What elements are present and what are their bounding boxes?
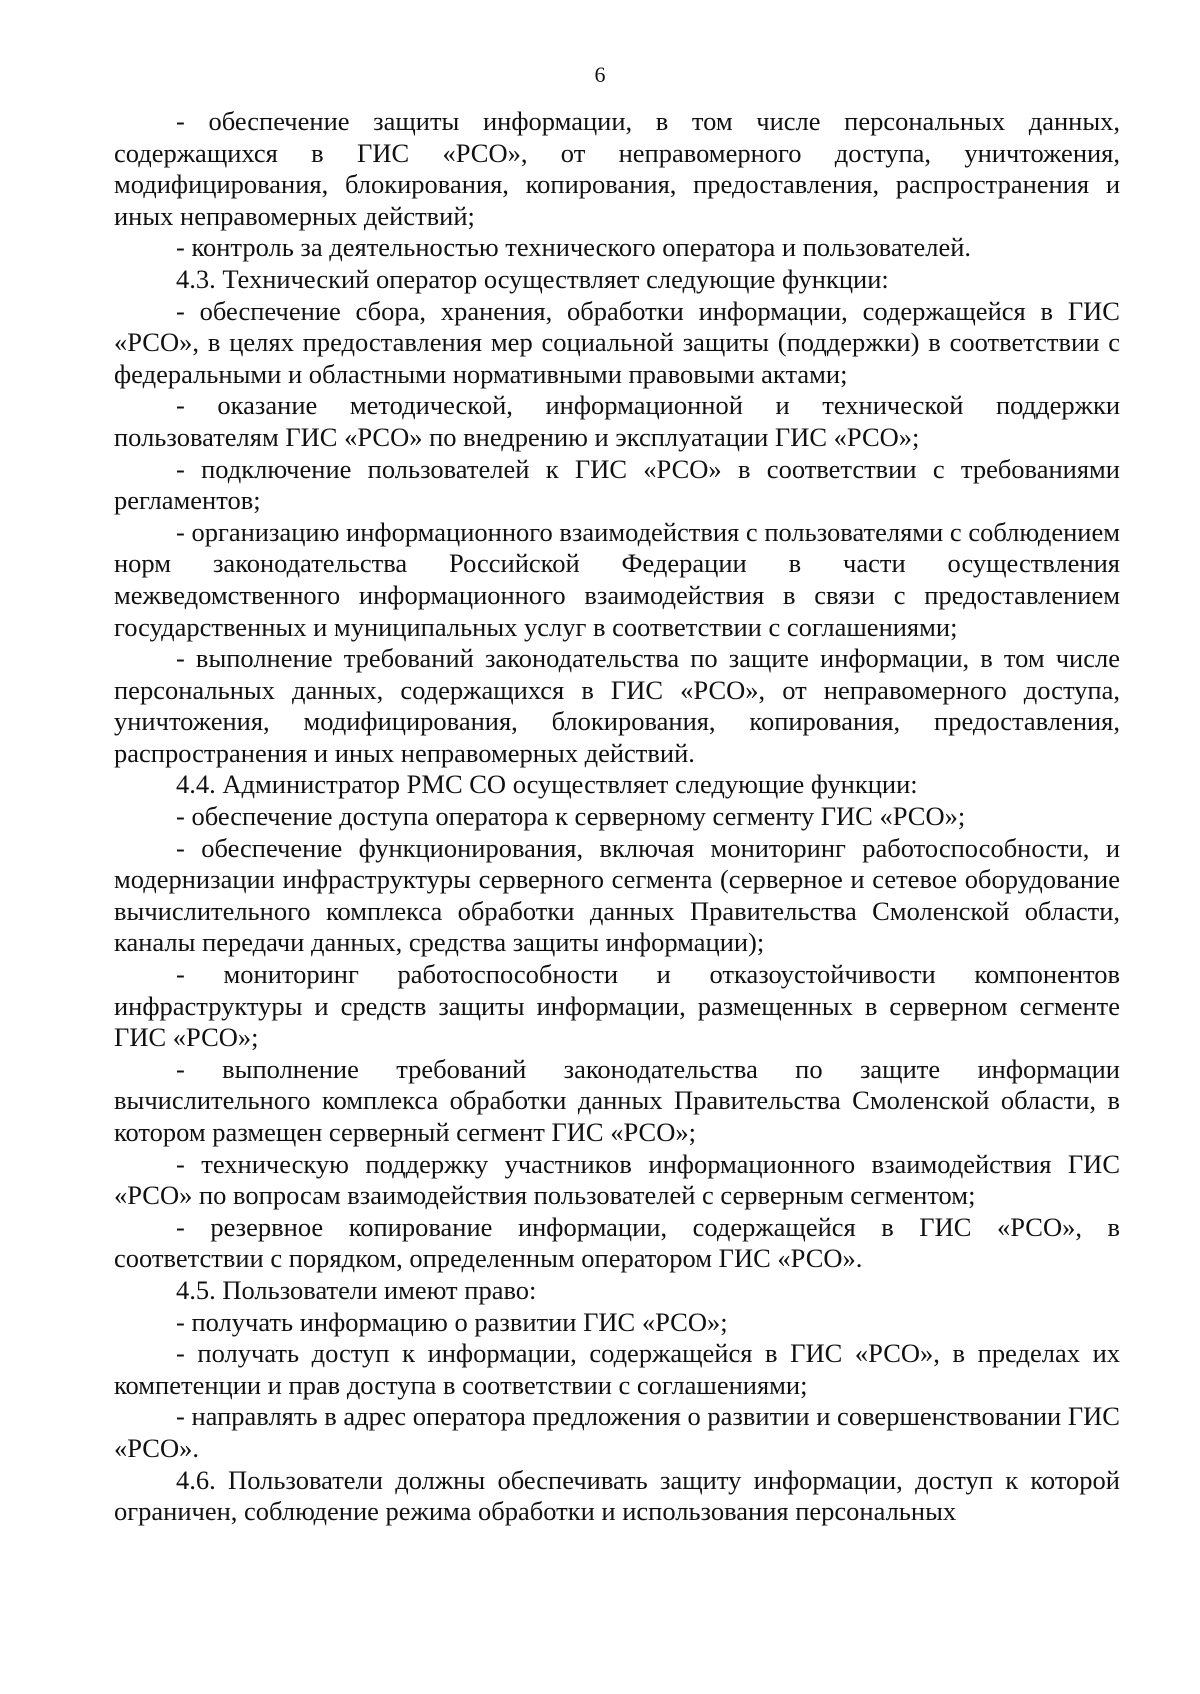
paragraph-backup: - резервное копирование информации, содержащейся в ГИС «РСО», в соответствии с порядком, определенным оператором ГИС «РСО». xyxy=(114,1211,1120,1274)
section-4-4-heading: 4.4. Администратор РМС СО осуществляет следующие функции: xyxy=(176,769,918,800)
section-4-5-heading: 4.5. Пользователи имеют право: xyxy=(176,1274,537,1305)
document-body xyxy=(114,106,1120,1528)
paragraph-server-access: - обеспечение доступа оператора к серверному сегменту ГИС «РСО»; xyxy=(176,801,966,832)
section-4-3-heading: 4.3. Технический оператор осуществляет следующие функции: xyxy=(176,263,889,294)
paragraph-monitoring: - мониторинг работоспособности и отказоустойчивости компонентов инфраструктуры и средств защиты информации, размещенных в серверном сегменте ГИС «РСО»; xyxy=(114,959,1120,1053)
paragraph-methodical-support: - оказание методической, информационной и технической поддержки пользователям ГИС «РСО» по внедрению и эксплуатации ГИС «РСО»; xyxy=(114,390,1120,452)
paragraph-user-connection: - подключение пользователей к ГИС «РСО» в соответствии с требованиями регламентов; xyxy=(114,453,1120,516)
paragraph-technical-support: - техническую поддержку участников информационного взаимодействия ГИС «РСО» по вопросам взаимодействия пользователей с серверным сегментом; xyxy=(114,1148,1120,1211)
paragraph-info-protection: - обеспечение защиты информации, в том числе персональных данных, содержащихся в ГИС «РСО», от неправомерного доступа, уничтожения, модифицирования, блокирования, копирования, предоставления, распространения и иных неправомерных действий; xyxy=(114,106,1120,231)
paragraph-operator-control: - контроль за деятельностью технического оператора и пользователей. xyxy=(176,232,972,263)
paragraph-interaction-organization: - организацию информационного взаимодействия с пользователями с соблюдением норм законодательства Российской Федерации в части осуществления межведомственного информационного взаимодействия в связи с предоставлением государственных и муниципальных услуг в соответствии с соглашениями; xyxy=(114,516,1120,642)
paragraph-infrastructure-operation: - обеспечение функционирования, включая мониторинг работоспособности, и модернизации инфраструктуры серверного сегмента (серверное и сетевое оборудование вычислительного комплекса обработки данных Правительства Смоленской области, каналы передачи данных, средства защиты информации); xyxy=(114,832,1120,958)
paragraph-data-collection: - обеспечение сбора, хранения, обработки информации, содержащейся в ГИС «РСО», в целях предоставления мер социальной защиты (поддержки) в соответствии с федеральными и областными нормативными правовыми актами; xyxy=(114,295,1120,389)
paragraph-receive-development-info: - получать информацию о развитии ГИС «РСО»; xyxy=(176,1306,728,1337)
paragraph-computing-complex-protection: - выполнение требований законодательства по защите информации вычислительного комплекса обработки данных Правительства Смоленской области, в котором размещен серверный сегмент ГИС «РСО»; xyxy=(114,1053,1120,1147)
page-number: 6 xyxy=(594,62,606,87)
paragraph-legal-requirements: - выполнение требований законодательства по защите информации, в том числе персональных данных, содержащихся в ГИС «РСО», от неправомерного доступа, уничтожения, модифицирования, блокирования, копирования, предоставления, распространения и иных неправомерных действий. xyxy=(114,643,1120,768)
paragraph-receive-access: - получать доступ к информации, содержащейся в ГИС «РСО», в пределах их компетенции и прав доступа в соответствии с соглашениями; xyxy=(114,1338,1120,1400)
section-4-6-paragraph: 4.6. Пользователи должны обеспечивать защиту информации, доступ к которой ограничен, соблюдение режима обработки и использования персональных xyxy=(114,1464,1120,1527)
paragraph-send-proposals: - направлять в адрес оператора предложения о развитии и совершенствовании ГИС «РСО». xyxy=(114,1401,1120,1463)
